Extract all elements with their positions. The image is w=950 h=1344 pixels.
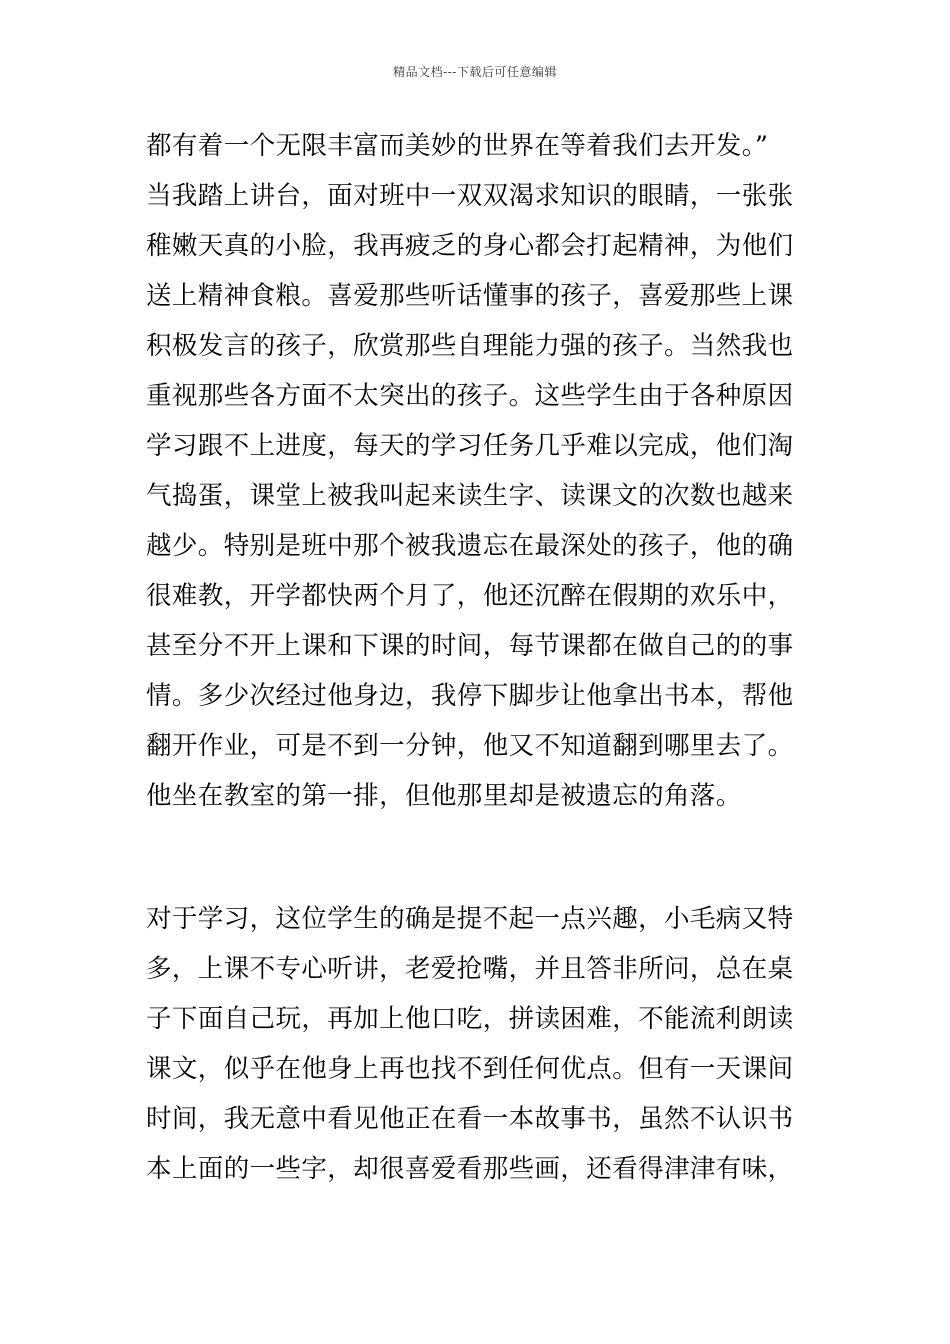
- text-line: 翻开作业，可是不到一分钟，他又不知道翻到哪里去了。: [146, 731, 794, 761]
- text-line: 稚嫩天真的小脸，我再疲乏的身心都会打起精神，为他们: [146, 231, 794, 261]
- text-line: 甚至分不开上课和下课的时间，每节课都在做自己的的事: [146, 631, 794, 661]
- text-line: 情。多少次经过他身边，我停下脚步让他拿出书本，帮他: [146, 681, 794, 711]
- text-line: 气捣蛋，课堂上被我叫起来读生字、读课文的次数也越来: [146, 481, 794, 511]
- paragraph-2: [146, 894, 810, 1194]
- text-line: 很难教，开学都快两个月了，他还沉醉在假期的欢乐中，: [146, 581, 794, 611]
- paragraph-1: [146, 121, 810, 821]
- text-line: 重视那些各方面不太突出的孩子。这些学生由于各种原因: [146, 381, 794, 411]
- text-line: 对于学习，这位学生的确是提不起一点兴趣，小毛病又特: [146, 904, 794, 934]
- text-line: 子下面自己玩，再加上他口吃，拼读困难，不能流利朗读: [146, 1004, 794, 1034]
- text-line: 都有着一个无限丰富而美妙的世界在等着我们去开发。”: [146, 131, 769, 161]
- text-line: 积极发言的孩子，欣赏那些自理能力强的孩子。当然我也: [146, 331, 794, 361]
- text-line: 越少。特别是班中那个被我遗忘在最深处的孩子，他的确: [146, 531, 794, 561]
- text-line: 时间，我无意中看见他正在看一本故事书，虽然不认识书: [146, 1104, 794, 1134]
- page-header: 精品文档---下载后可任意编辑: [393, 65, 557, 79]
- text-line: 当我踏上讲台，面对班中一双双渴求知识的眼睛，一张张: [146, 181, 794, 211]
- text-line: 学习跟不上进度，每天的学习任务几乎难以完成，他们淘: [146, 431, 794, 461]
- text-line: 课文，似乎在他身上再也找不到任何优点。但有一天课间: [146, 1054, 794, 1084]
- text-line: 多，上课不专心听讲，老爱抢嘴，并且答非所问，总在桌: [146, 954, 794, 984]
- text-line: 送上精神食粮。喜爱那些听话懂事的孩子，喜爱那些上课: [146, 281, 794, 311]
- text-line: 本上面的一些字，却很喜爱看那些画，还看得津津有味，: [146, 1154, 794, 1184]
- text-line: 他坐在教室的第一排，但他那里却是被遗忘的角落。: [146, 781, 742, 811]
